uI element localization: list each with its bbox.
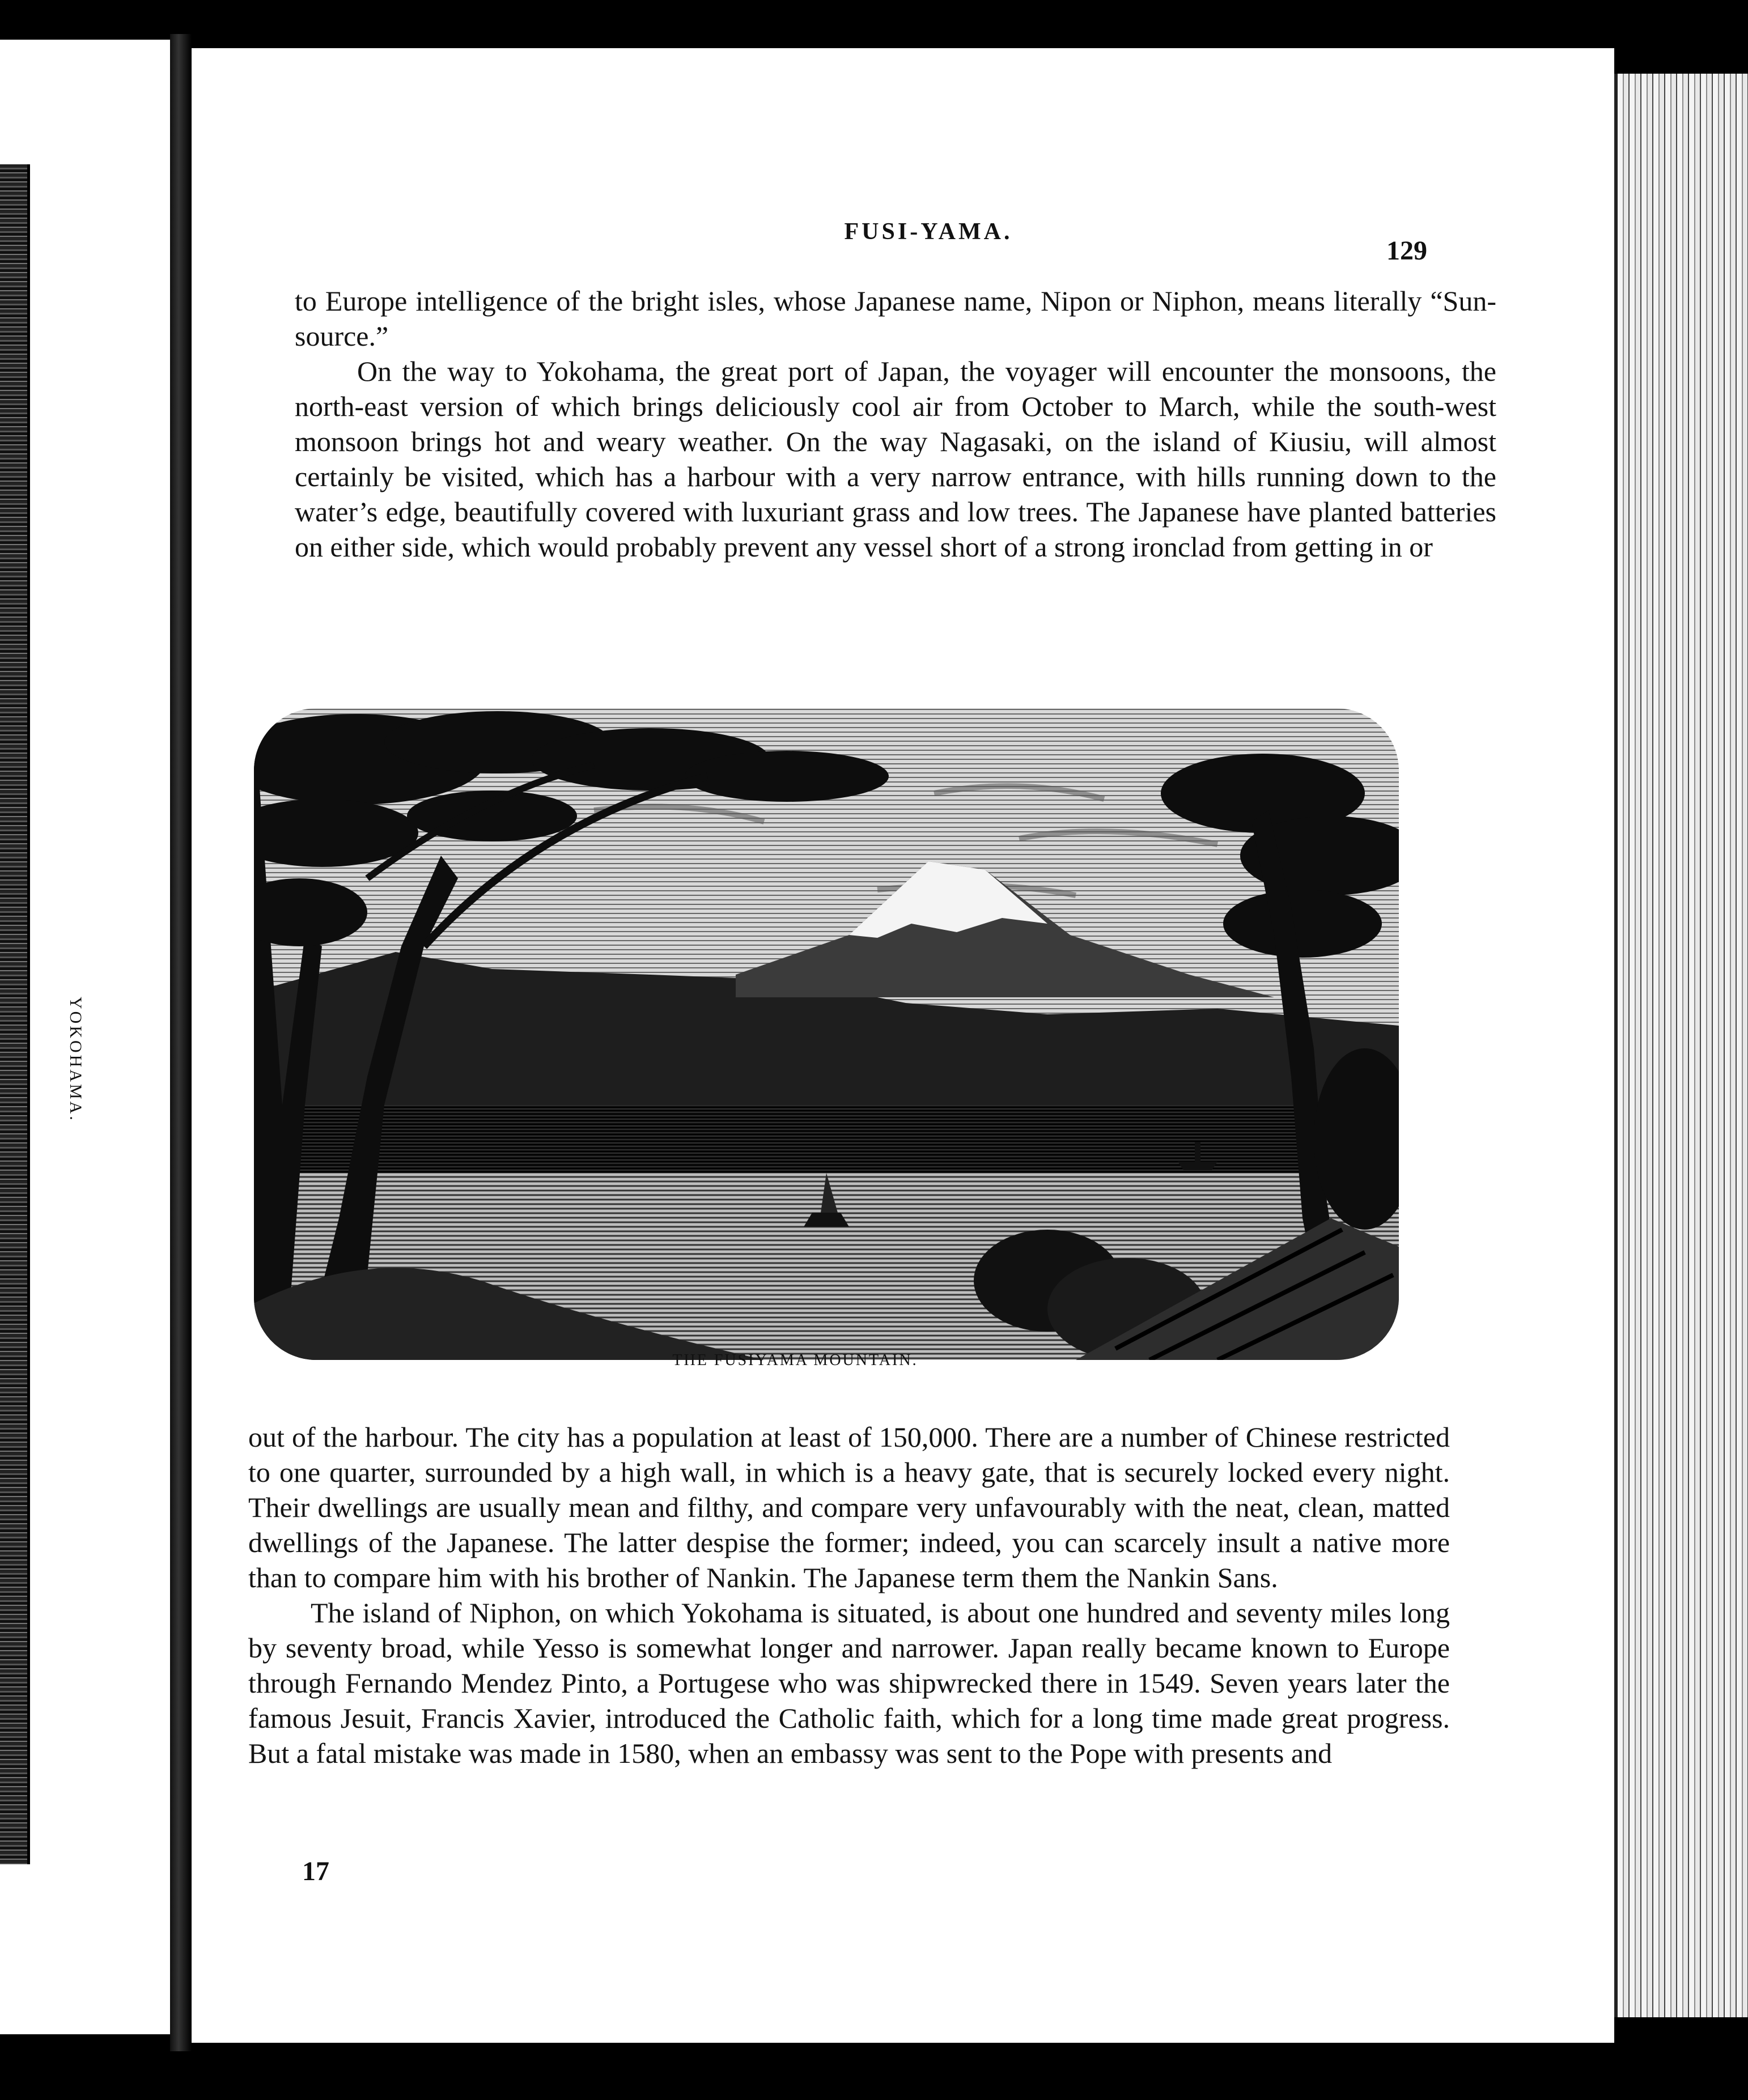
book-page: [192, 48, 1614, 2043]
book-page-edges: [1614, 74, 1748, 2017]
lake-far: [254, 1105, 1399, 1173]
left-facing-page: [0, 40, 170, 2034]
paragraph: The island of Niphon, on which Yokohama is situated, is about one hundred and seventy miles long by seventy broad, while Yesso is somewhat longer and narrower. Japan really became known to Europe through Fernando Mendez Pinto, a Portugese who was shipwrecked there in 1549. Seven years later the famous Jesuit, Francis Xavier, introduced the Catholic faith, which for a long time made great progress. But a fatal mistake was made in 1580, when an embassy was sent to the Pope with presents and: [248, 1597, 1450, 1769]
signature-mark: 17: [302, 1856, 329, 1886]
page-number: 129: [1386, 236, 1427, 266]
fusiyama-engraving: [254, 708, 1399, 1360]
paragraph: to Europe intelligence of the bright isles, whose Japanese name, Nipon or Niphon, means literally “Sun-source.”: [295, 285, 1496, 352]
paragraph: out of the harbour. The city has a population at least of 150,000. There are a number of Chinese restricted to one quarter, surrounded by a high wall, in which is a heavy gate, that is securely locked every night. Their dwellings are usually mean and filthy, and compare very unfavourably with the neat, clean, matted dwellings of the Japanese. The latter despise the former; indeed, you can scarcely insult a native more than to compare him with his brother of Nankin. The Japanese term them the Nankin Sans.: [248, 1421, 1450, 1593]
engraving-drawing: [254, 708, 1399, 1360]
top-text-block: [295, 283, 1496, 564]
illustration-caption: THE FUSIYAMA MOUNTAIN.: [672, 1351, 918, 1369]
book-gutter: [170, 34, 192, 2051]
paragraph: On the way to Yokohama, the great port of Japan, the voyager will encounter the monsoons, the north-east version of which brings deliciously cool air from October to March, while the south-west monsoon brings hot and weary weather. On the way Nagasaki, on the island of Kiusiu, will almost certainly be visited, which has a harbour with a very narrow entrance, with hills running down to the water’s edge, beautifully covered with luxuriant grass and low trees. The Japanese have planted batteries on either side, which would probably prevent any vessel short of a strong ironclad from getting in or: [295, 355, 1496, 563]
left-page-engraving-edge: [0, 164, 30, 1864]
left-page-side-caption: YOKOHAMA.: [66, 997, 85, 1123]
bottom-text-block: [248, 1419, 1450, 1771]
running-head: FUSI-YAMA.: [844, 219, 1013, 245]
